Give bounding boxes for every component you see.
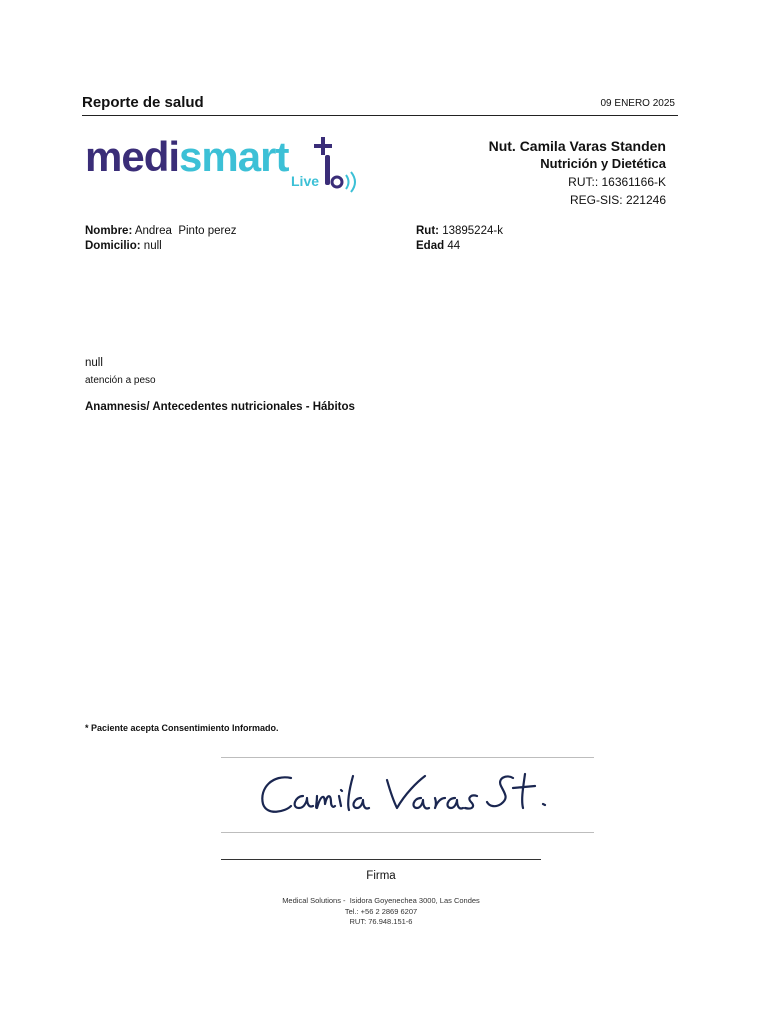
- signature-line: [221, 859, 541, 860]
- svg-text:medismart: [85, 133, 289, 180]
- footer-rut: RUT: 76.948.151-6: [349, 917, 413, 926]
- signature-box-top: [221, 757, 594, 758]
- patient-rut-label: Rut:: [416, 225, 439, 237]
- patient-address-value: null: [143, 240, 162, 252]
- signal-icon: [346, 175, 349, 189]
- footer-phone: Tel.: +56 2 2869 6207: [344, 906, 418, 916]
- header-divider: [82, 115, 678, 116]
- report-date: 09 ENERO 2025: [600, 98, 675, 109]
- professional-rut: RUT:: 16361166-K: [568, 175, 666, 189]
- patient-name-field: [85, 224, 237, 239]
- body-text-null: null: [85, 357, 103, 369]
- section-title-anamnesis: Anamnesis/ Antecedentes nutricionales - Hábitos: [85, 401, 355, 413]
- patient-age-label: Edad: [416, 240, 445, 252]
- professional-info: [489, 137, 666, 209]
- patient-name-label: Nombre:: [85, 225, 133, 237]
- logo-live-text: Live: [291, 173, 320, 189]
- patient-address-field: [85, 239, 162, 254]
- consent-note: * Paciente acepta Consentimiento Informado.: [85, 723, 279, 733]
- patient-address-label: Domicilio:: [85, 240, 141, 252]
- patient-age-field: [416, 239, 460, 254]
- medismart-logo: [85, 133, 365, 195]
- footer: [200, 896, 562, 928]
- logo-wordmark-medi: medi: [85, 133, 180, 180]
- patient-rut-value: 13895224-k: [442, 225, 503, 237]
- footer-address: Medical Solutions - Isidora Goyenechea 3000, Las Condes: [282, 896, 480, 905]
- signature-box-bottom: [221, 832, 594, 833]
- report-title: Reporte de salud: [82, 94, 204, 111]
- logo-wordmark-smart: smart: [179, 133, 289, 180]
- patient-age-value: 44: [447, 240, 461, 252]
- professional-reg: REG-SIS: 221246: [569, 193, 666, 207]
- signature-image: [221, 760, 594, 830]
- body-text-reason: atención a peso: [85, 375, 156, 386]
- patient-rut-field: [416, 224, 503, 239]
- professional-name: Nut. Camila Varas Standen: [488, 138, 666, 154]
- professional-specialty: Nutrición y Dietética: [540, 156, 666, 171]
- patient-name-value: Andrea Pinto perez: [134, 225, 237, 237]
- signature-label: Firma: [366, 870, 396, 882]
